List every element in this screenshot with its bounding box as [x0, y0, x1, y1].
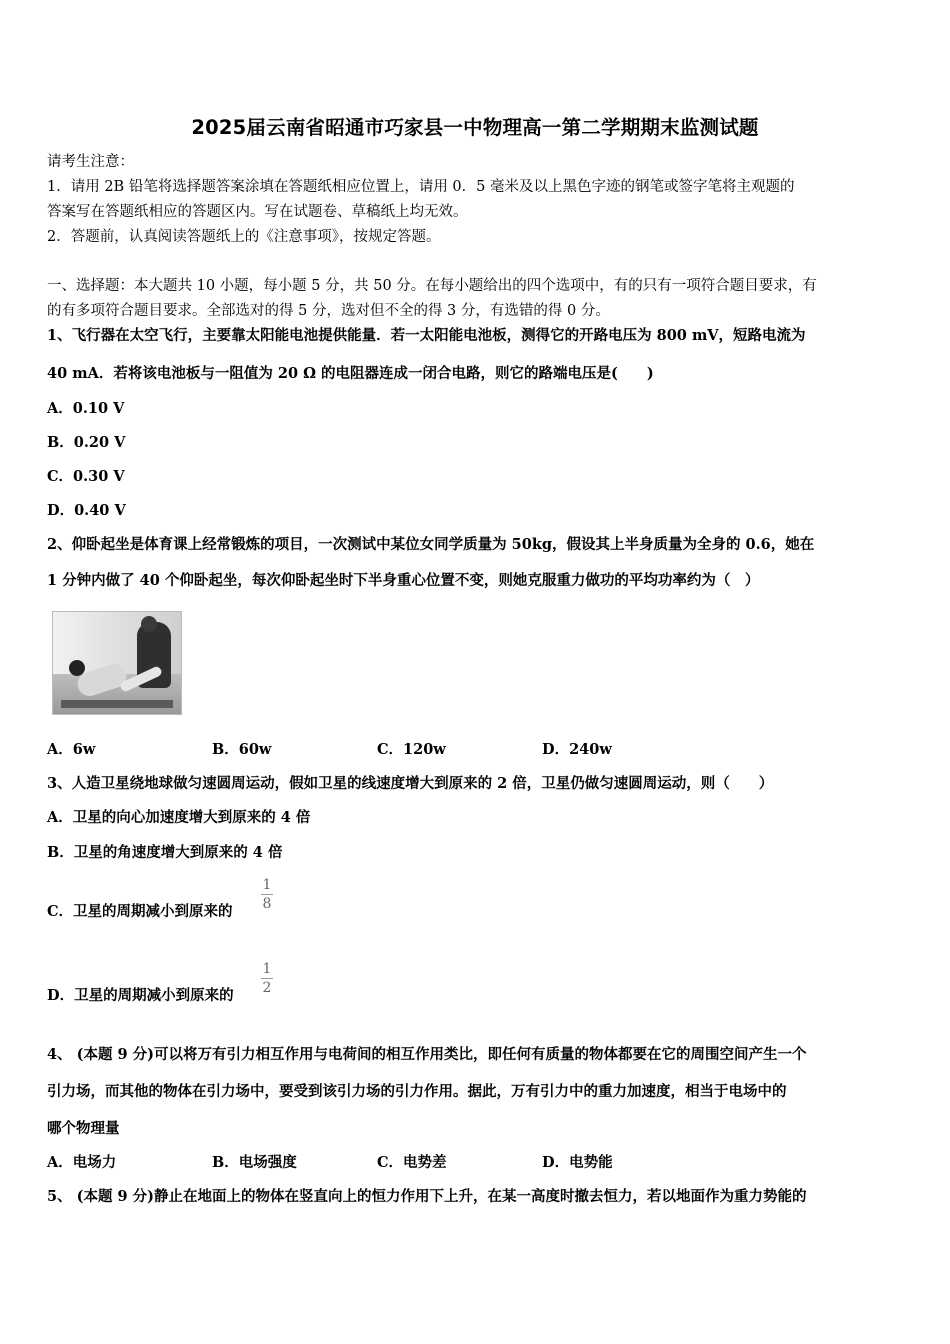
q3-option-d: D．卫星的周期减小到原来的: [47, 987, 234, 1004]
q2-option-d: D．240w: [542, 741, 612, 758]
q2-stem-line-1: 2、仰卧起坐是体育课上经常锻炼的项目，一次测试中某位女同学质量为 50kg，假设其上半身质量为全身的 0.6，她在: [47, 536, 815, 553]
q4-stem-line-3: 哪个物理量: [47, 1120, 120, 1137]
q4-option-a: A．电场力: [47, 1154, 117, 1171]
q1-stem-line-2: 40 mA．若将该电池板与一阻值为 20 Ω 的电阻器连成一闭合电路，则它的路端电压是( ): [47, 365, 654, 382]
q1-option-c: C．0.30 V: [47, 468, 125, 485]
q5-stem-line-1: 5、 (本题 9 分)静止在地面上的物体在竖直向上的恒力作用下上升，在某一高度时撤去恒力，若以地面作为重力势能的: [47, 1188, 807, 1205]
q3-fraction-d: [260, 961, 274, 996]
q2-option-b: B．60w: [212, 741, 272, 758]
q3-fraction-c: [260, 877, 274, 912]
fraction-numerator: 1: [262, 961, 272, 977]
q1-option-a: A．0.10 V: [47, 400, 125, 417]
notice-line-1: 1．请用 2B 铅笔将选择题答案涂填在答题纸相应位置上，请用 0．5 毫米及以上黑色字迹的钢笔或签字笔将主观题的: [47, 179, 795, 195]
q2-option-c: C．120w: [377, 741, 446, 758]
q3-option-c: C．卫星的周期减小到原来的: [47, 903, 233, 920]
q4-option-c: C．电势差: [377, 1154, 447, 1171]
q4-option-b: B．电场强度: [212, 1154, 297, 1171]
q2-option-a: A．6w: [47, 741, 96, 758]
section-intro-line-2: 的有多项符合题目要求。全部选对的得 5 分，选对但不全的得 3 分，有选错的得 0 分。: [47, 303, 610, 319]
q1-stem-line-1: 1、飞行器在太空飞行，主要靠太阳能电池提供能量．若一太阳能电池板，测得它的开路电压为 800 mV，短路电流为: [47, 327, 806, 344]
q2-stem-line-2: 1 分钟内做了 40 个仰卧起坐，每次仰卧起坐时下半身重心位置不变，则她克服重力做功的平均功率约为（ ）: [47, 572, 760, 589]
situp-photo: [52, 611, 182, 715]
notice-line-2: 答案写在答题纸相应的答题区内。写在试题卷、草稿纸上均无效。: [47, 204, 468, 220]
q3-option-a: A．卫星的向心加速度增大到原来的 4 倍: [47, 809, 311, 826]
page-title: 2025届云南省昭通市巧家县一中物理高一第二学期期末监测试题: [191, 116, 759, 139]
fraction-numerator: 1: [262, 877, 272, 893]
q1-option-d: D．0.40 V: [47, 502, 126, 519]
q4-option-d: D．电势能: [542, 1154, 613, 1171]
q3-stem: 3、人造卫星绕地球做匀速圆周运动，假如卫星的线速度增大到原来的 2 倍，卫星仍做匀速圆周运动，则（ ）: [47, 775, 774, 792]
q3-option-b: B．卫星的角速度增大到原来的 4 倍: [47, 844, 283, 861]
fraction-denominator: 2: [262, 980, 272, 996]
q4-stem-line-2: 引力场，而其他的物体在引力场中，要受到该引力场的引力作用。据此，万有引力中的重力加速度，相当于电场中的: [47, 1083, 787, 1100]
notice-heading: 请考生注意：: [47, 154, 134, 170]
fraction-denominator: 8: [262, 896, 272, 912]
q1-option-b: B．0.20 V: [47, 434, 126, 451]
section-intro-line-1: 一、选择题：本大题共 10 小题，每小题 5 分，共 50 分。在每小题给出的四个选项中，有的只有一项符合题目要求，有: [47, 278, 817, 294]
q4-stem-line-1: 4、 (本题 9 分)可以将万有引力相互作用与电荷间的相互作用类比，即任何有质量的物体都要在它的周围空间产生一个: [47, 1046, 807, 1063]
notice-line-3: 2．答题前，认真阅读答题纸上的《注意事项》，按规定答题。: [47, 229, 441, 245]
